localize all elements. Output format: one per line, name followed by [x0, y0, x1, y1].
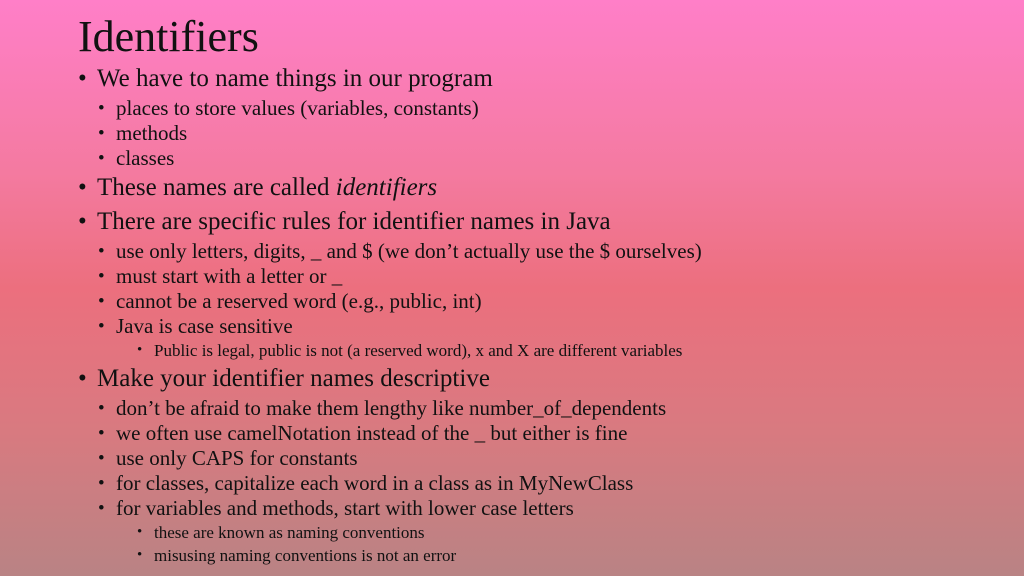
- sub-item-case-sensitive: [116, 314, 1008, 362]
- bullet-descriptive: [78, 362, 1008, 567]
- bullet-text: • We have to name things in our program: [97, 65, 493, 92]
- slide: [78, 14, 1008, 567]
- bullet-text: • Make your identifier names descriptive: [97, 365, 490, 392]
- bullet-identifiers: [78, 171, 1008, 205]
- sub-item: • use only CAPS for constants: [116, 446, 1008, 471]
- sub-list: [116, 239, 1008, 362]
- sub-item: • use only letters, digits, _ and $ (we don’t actually use the $ ourselves): [116, 239, 1008, 264]
- sub-item: • cannot be a reserved word (e.g., public, int): [116, 289, 1008, 314]
- sub-item-lower-case: [116, 496, 1008, 567]
- bullet-text: [97, 171, 1008, 205]
- sub-list: [116, 396, 1008, 567]
- sub-item: • don’t be afraid to make them lengthy like number_of_dependents: [116, 396, 1008, 421]
- emphasis-identifiers: identifiers: [335, 174, 438, 201]
- sub-item: • for classes, capitalize each word in a class as in MyNewClass: [116, 471, 1008, 496]
- sub-item: • methods: [116, 121, 1008, 146]
- bullet-list: [78, 62, 1008, 567]
- bullet-rules: [78, 205, 1008, 362]
- sub-item-text: Java is case sensitive: [116, 314, 293, 338]
- sub-sub-list: [154, 339, 1008, 362]
- sub-item: • classes: [116, 146, 1008, 171]
- bullet-text: • There are specific rules for identifier names in Java: [97, 208, 611, 235]
- sub-item: • must start with a letter or _: [116, 264, 1008, 289]
- sub-item: • we often use camelNotation instead of the _ but either is fine: [116, 421, 1008, 446]
- sub-sub-item: • Public is legal, public is not (a reserved word), x and X are different variables: [154, 339, 1008, 362]
- sub-item-text: for variables and methods, start with lower case letters: [116, 496, 574, 520]
- bullet-prefix: These names are called: [97, 174, 336, 201]
- bullet-name-things: [78, 62, 1008, 171]
- sub-sub-item: • these are known as naming conventions: [154, 521, 1008, 544]
- slide-title: Identifiers: [78, 12, 259, 61]
- sub-sub-list: [154, 521, 1008, 567]
- sub-list: [116, 96, 1008, 171]
- sub-sub-item: • misusing naming conventions is not an error: [154, 544, 1008, 567]
- sub-item: • places to store values (variables, constants): [116, 96, 1008, 121]
